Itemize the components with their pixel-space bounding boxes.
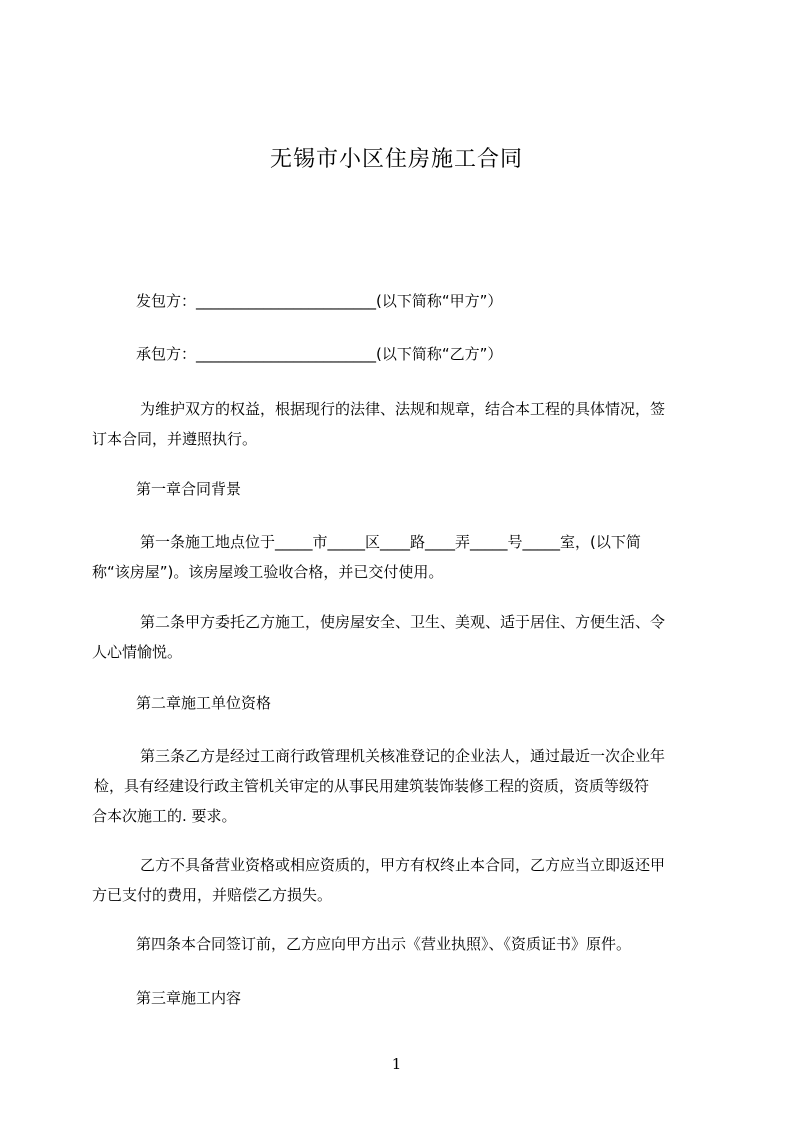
article-2 xyxy=(92,607,701,667)
disqualification-line-2: 方已支付的费用，并赔偿乙方损失。 xyxy=(92,886,333,904)
intro-paragraph xyxy=(92,394,701,454)
disqualification-line-1: 乙方不具备营业资格或相应资质的，甲方有权终止本合同，乙方应当立即返还甲 xyxy=(140,856,666,874)
intro-line-1: 为维护双方的权益，根据现行的法律、法规和规章，结合本工程的具体情况，签 xyxy=(140,400,666,418)
article-1-line-1: 第一条施工地点位于_____市_____区____路____弄_____号_____室，(以下简 xyxy=(140,533,641,551)
article-1 xyxy=(92,527,701,587)
article-3-line-1: 第三条乙方是经过工商行政管理机关核准登记的企业法人，通过最近一次企业年 xyxy=(140,747,666,765)
article-4: 第四条本合同签订前，乙方应向甲方出示《营业执照》、《资质证书》原件。 xyxy=(136,935,632,953)
article-3-line-3: 合本次施工的. 要求。 xyxy=(92,807,237,825)
chapter-2-heading: 第二章施工单位资格 xyxy=(136,694,272,712)
document-title: 无锡市小区住房施工合同 xyxy=(269,147,523,172)
intro-line-2: 订本合同，并遵照执行。 xyxy=(92,430,258,448)
disqualification-paragraph xyxy=(92,850,701,910)
chapter-3-heading: 第三章施工内容 xyxy=(136,989,242,1007)
article-2-line-2: 人心情愉悦。 xyxy=(92,643,183,661)
article-1-line-2: 称“该房屋”)。该房屋竣工验收合格，并已交付使用。 xyxy=(92,563,444,581)
chapter-1-heading: 第一章合同背景 xyxy=(136,480,242,498)
article-3-line-2: 检，具有经建设行政主管机关审定的从事民用建筑装饰装修工程的资质，资质等级符 xyxy=(94,777,650,795)
article-3 xyxy=(92,741,701,831)
article-2-line-1: 第二条甲方委托乙方施工，使房屋安全、卫生、美观、适于居住、方便生活、令 xyxy=(140,613,666,631)
party-a-line: 发包方：________________________(以下简称“甲方”） xyxy=(136,292,503,310)
page-number: 1 xyxy=(391,1055,402,1073)
party-b-line: 承包方：________________________(以下简称“乙方”） xyxy=(136,345,503,363)
